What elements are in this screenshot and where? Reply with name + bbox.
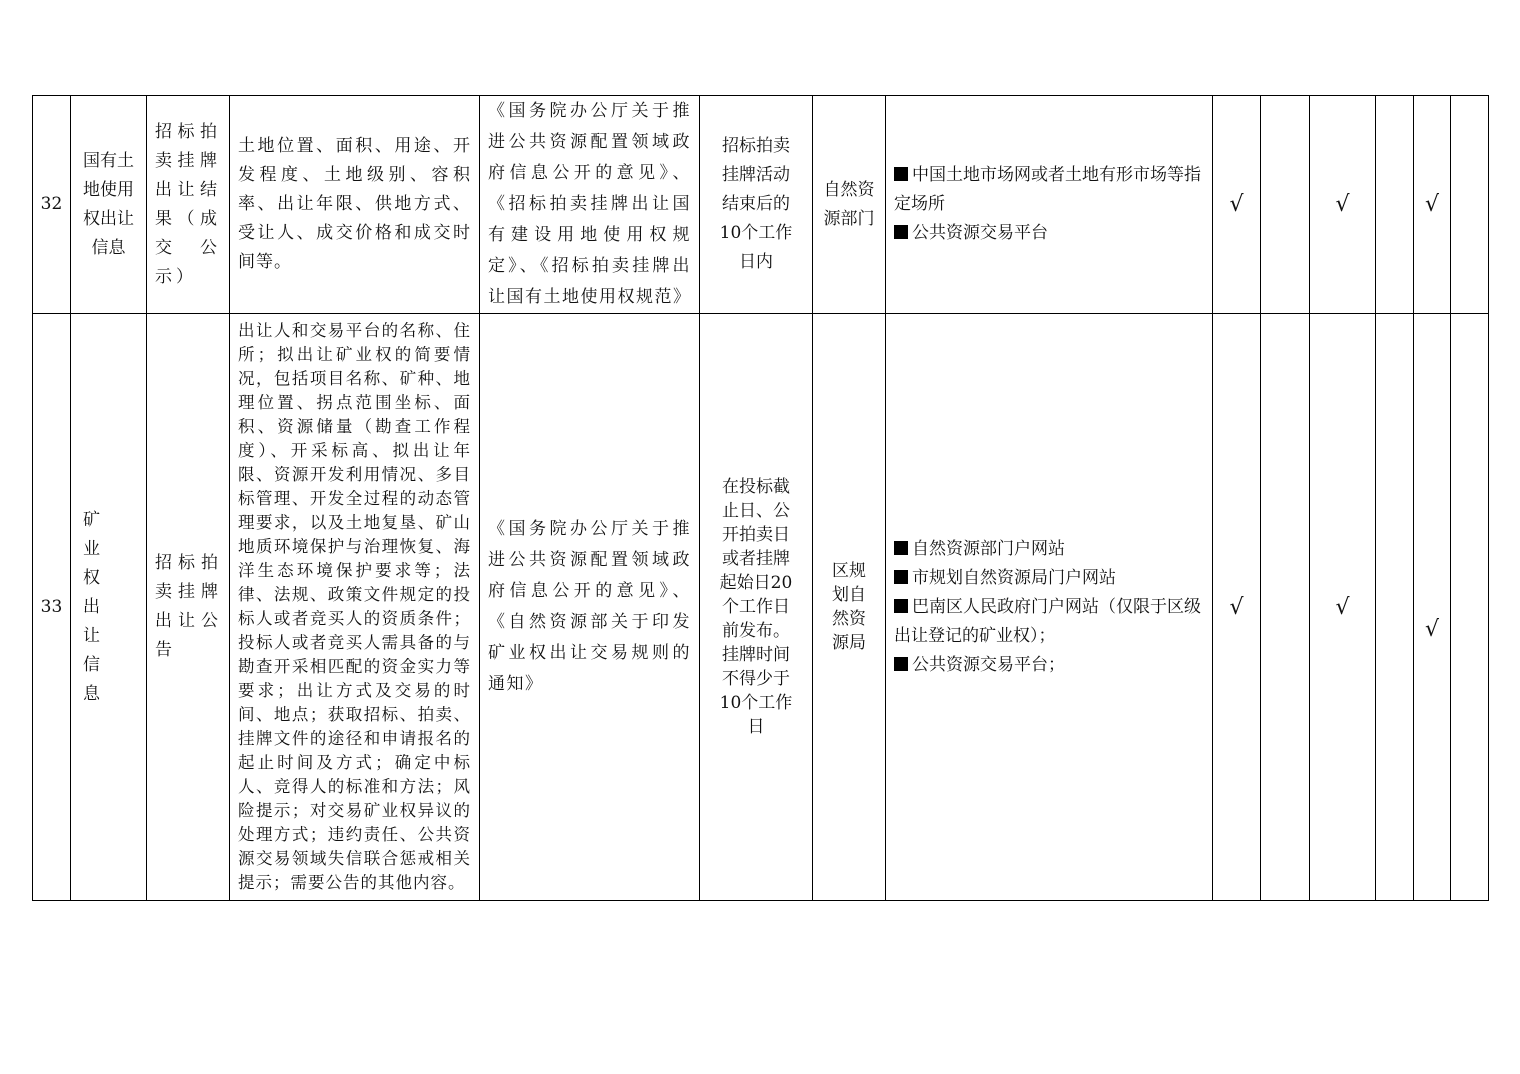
check-mark [1261,314,1310,901]
check-mark: √ [1310,314,1376,901]
row-number: 33 [33,314,71,901]
department-cell: 自然资源部门 [813,96,886,314]
check-mark: √ [1213,314,1261,901]
square-bullet-icon [894,657,908,671]
check-mark: √ [1310,96,1376,314]
time-limit-cell: 在投标截止日、公开拍卖日或者挂牌起始日20个工作日前发布。挂牌时间不得少于10个工作日 [700,314,813,901]
check-mark [1376,314,1414,901]
table-row [33,96,1489,314]
list-item: 中国土地市场网或者土地有形市场等指定场所 [894,165,1201,214]
check-mark [1376,96,1414,314]
square-bullet-icon [894,541,908,555]
check-mark: √ [1414,314,1451,901]
category-cell: 矿业权出让信息 [71,314,147,901]
list-item: 公共资源交易平台 [894,219,1204,248]
table-row [33,314,1489,901]
disclosure-place-cell [886,96,1213,314]
basis-cell: 《国务院办公厅关于推进公共资源配置领域政府信息公开的意见》、《招标拍卖挂牌出让国有建设用地使用权规定》、《招标拍卖挂牌出让国有土地使用权规范》 [480,96,700,314]
category-cell: 国有土地使用权出让信息 [71,96,147,314]
department-cell: 区规划自然资源局 [813,314,886,901]
check-mark: √ [1414,96,1451,314]
list-item: 市规划自然资源局门户网站 [894,564,1204,593]
list-item: 公共资源交易平台； [894,651,1204,680]
square-bullet-icon [894,225,908,239]
check-mark: √ [1213,96,1261,314]
list-item: 巴南区人民政府门户网站（仅限于区级出让登记的矿业权）； [894,596,1201,646]
check-mark [1451,96,1489,314]
content-cell: 土地位置、面积、用途、开发程度、土地级别、容积率、出让年限、供地方式、受让人、成交价格和成交时间等。 [230,96,480,314]
content-cell: 出让人和交易平台的名称、住所；拟出让矿业权的简要情况，包括项目名称、矿种、地理位置、拐点范围坐标、面积、资源储量（勘查工作程度）、开采标高、拟出让年限、资源开发利用情况、多目标管理、开发全过程的动态管理要求，以及土地复垦、矿山地质环境保护与治理恢复、海洋生态环境保护要求等；法律、法规、政策文件规定的投标人或者竞买人的资质条件；投标人或者竞买人需具备的与勘查开采相匹配的资金实力等要求；出让方式及交易的时间、地点；获取招标、拍卖、挂牌文件的途径和申请报名的起止时间及方式；确定中标人、竞得人的标准和方法；风险提示；对交易矿业权异议的处理方式；违约责任、公共资源交易领域失信联合惩戒相关提示；需要公告的其他内容。 [230,314,480,901]
check-mark [1261,96,1310,314]
square-bullet-icon [894,167,908,181]
item-cell: 招标拍卖挂牌出让公告 [147,314,230,901]
square-bullet-icon [894,570,908,584]
time-limit-cell: 招标拍卖挂牌活动结束后的10个工作日内 [700,96,813,314]
basis-cell: 《国务院办公厅关于推进公共资源配置领域政府信息公开的意见》、《自然资源部关于印发矿业权出让交易规则的通知》 [480,314,700,901]
disclosure-table [32,95,1489,901]
square-bullet-icon [894,599,908,613]
row-number: 32 [33,96,71,314]
disclosure-place-cell [886,314,1213,901]
item-cell: 招标拍卖挂牌出让结果（成交公示） [147,96,230,314]
list-item: 自然资源部门户网站 [894,535,1204,564]
check-mark [1451,314,1489,901]
